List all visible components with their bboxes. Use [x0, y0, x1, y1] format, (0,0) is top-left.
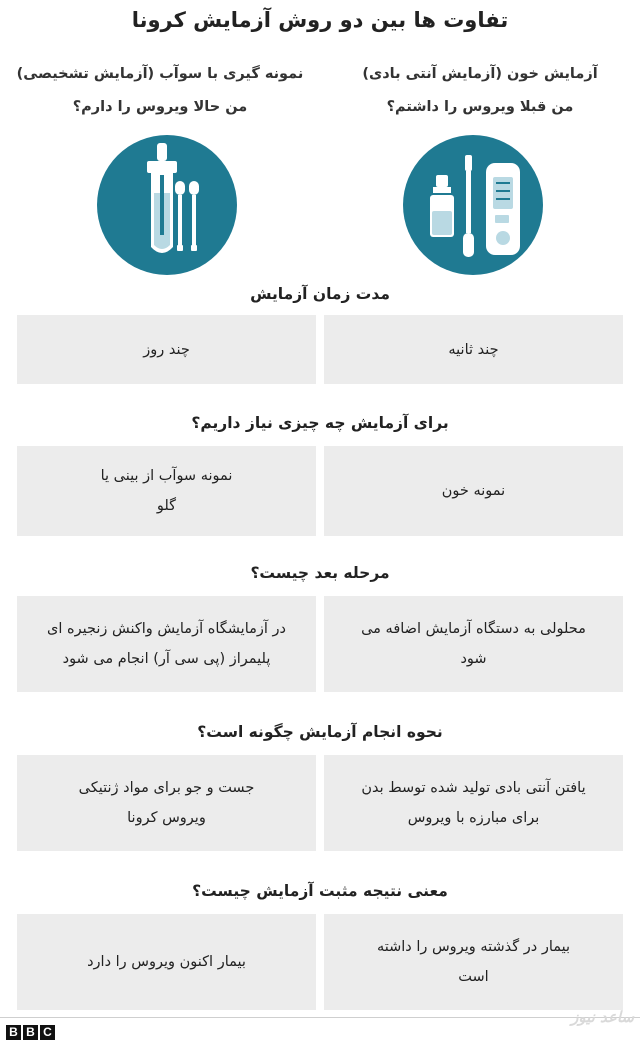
footer-divider: [0, 1017, 640, 1018]
swab-cell: چند روز: [17, 315, 316, 384]
antibody-cell: محلولی به دستگاه آزمایش اضافه می شود: [324, 596, 623, 692]
section-title: معنی نتیجه مثبت آزمایش چیست؟: [192, 882, 448, 900]
swab-test-heading: نمونه گیری با سوآب (آزمایش تشخیصی): [16, 66, 304, 82]
antibody-test-header: [320, 58, 640, 124]
blood-test-kit-icon: [403, 135, 543, 275]
section-title: نحوه انجام آزمایش چگونه است؟: [197, 723, 443, 741]
swab-cell: بیمار اکنون ویروس را دارد: [17, 914, 316, 1010]
antibody-cell: نمونه خون: [324, 446, 623, 536]
swab-cell: نمونه سوآب از بینی یا گلو: [17, 446, 316, 536]
swab-test-header: [0, 58, 320, 124]
section-title: برای آزمایش چه چیزی نیاز داریم؟: [191, 414, 449, 432]
section-title: مدت زمان آزمایش: [250, 285, 390, 303]
antibody-cell: بیمار در گذشته ویروس را داشته است: [324, 914, 623, 1010]
antibody-cell: چند ثانیه: [324, 315, 623, 384]
swab-cell: جست و جو برای مواد ژنتیکی ویروس کرونا: [17, 755, 316, 851]
bbc-logo-letter: B: [23, 1025, 38, 1040]
swab-tube-icon: [97, 135, 237, 275]
watermark: ساعد نیوز: [571, 1008, 634, 1026]
bbc-logo-letter: B: [6, 1025, 21, 1040]
bbc-logo: [6, 1025, 55, 1040]
section-title: مرحله بعد چیست؟: [250, 564, 390, 582]
bbc-logo-letter: C: [40, 1025, 55, 1040]
antibody-test-question: من قبلا ویروس را داشتم؟: [386, 99, 574, 115]
antibody-cell: یافتن آنتی بادی تولید شده توسط بدن برای مبارزه با ویروس: [324, 755, 623, 851]
swab-cell: در آزمایشگاه آزمایش واکنش زنجیره ای پلیمراز (پی سی آر) انجام می شود: [17, 596, 316, 692]
antibody-test-heading: آزمایش خون (آزمایش آنتی بادی): [362, 66, 598, 82]
swab-test-question: من حالا ویروس را دارم؟: [72, 99, 248, 115]
page-title: تفاوت ها بین دو روش آزمایش کرونا: [131, 8, 509, 32]
